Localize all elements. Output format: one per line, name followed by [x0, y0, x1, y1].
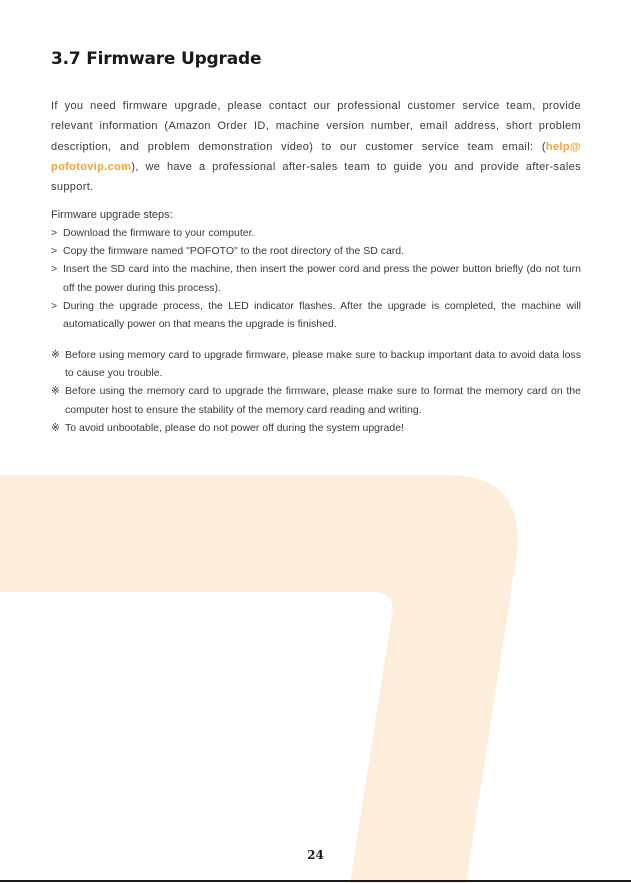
intro-text-before: If you need firmware upgrade, please contact our professional customer service team, provide relevant information (Amazon Order ID, machine version number, email address, short problem description, and problem demonstration video) to our customer service team email: ( [51, 100, 581, 153]
note-marker: ※ [51, 421, 60, 434]
steps-title: Firmware upgrade steps: [51, 209, 173, 221]
step-text: During the upgrade process, the LED indicator flashes. After the upgrade is completed, the machine will automatically power on that means the upgrade is finished. [63, 299, 581, 331]
step-text: Copy the firmware named "POFOTO" to the root directory of the SD card. [63, 245, 405, 258]
step-marker: > [51, 263, 58, 276]
section-title: 3.7 Firmware Upgrade [51, 49, 262, 69]
note-marker: ※ [51, 385, 60, 398]
support-email-link[interactable]: help@ pofotovip.com [51, 140, 581, 173]
note-text: Before using the memory card to upgrade the firmware, please make sure to format the memory card on the computer host to ensure the stability of the memory card reading and writing. [65, 385, 581, 416]
intro-text-after: ), we have a professional after-sales team to guide you and provide after-sales support. [51, 160, 581, 194]
list-item [51, 346, 581, 382]
list-item [51, 297, 581, 333]
list-item [51, 419, 581, 437]
page-number: 24 [307, 848, 324, 862]
list-item [51, 242, 581, 260]
step-text: Insert the SD card into the machine, then insert the power cord and press the power button briefly (do not turn off the power during this process). [63, 263, 581, 294]
notes-list [51, 346, 581, 437]
step-marker: > [51, 227, 58, 239]
note-text: To avoid unbootable, please do not power off during the system upgrade! [65, 421, 404, 434]
steps-list [51, 224, 581, 333]
list-item [51, 382, 581, 418]
step-text: Download the firmware to your computer. [63, 227, 255, 239]
step-marker: > [51, 299, 58, 312]
note-marker: ※ [51, 349, 60, 361]
step-marker: > [51, 245, 58, 258]
footer-rule [0, 880, 631, 882]
list-item [51, 260, 581, 296]
intro-paragraph [51, 96, 581, 197]
note-text: Before using memory card to upgrade firmware, please make sure to backup important data to avoid data loss to cause you trouble. [65, 349, 581, 380]
decor-shape [0, 475, 518, 883]
list-item [51, 224, 581, 242]
